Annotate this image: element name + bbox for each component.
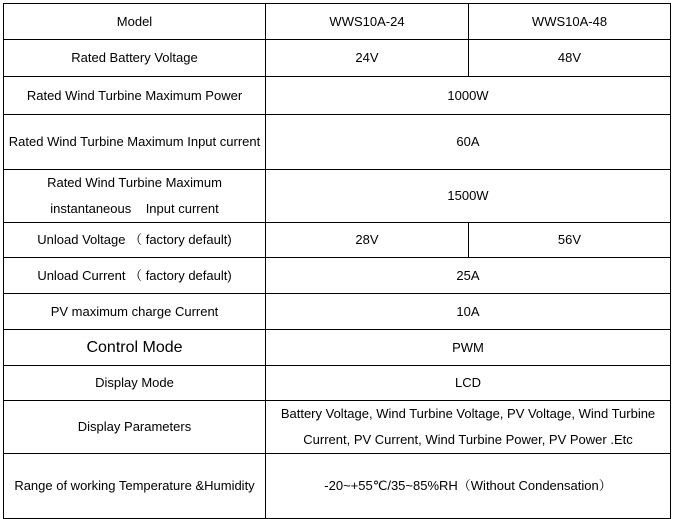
table-row-max-power [4, 77, 671, 115]
unload-current-label: Unload Current （ factory default) [4, 258, 266, 294]
table-row-unload-voltage [4, 223, 671, 258]
unload-voltage-24: 28V [266, 223, 469, 258]
pv-charge-current-label: PV maximum charge Current [4, 294, 266, 330]
temperature-humidity-value: -20~+55℃/35~85%RH（Without Condensation） [266, 454, 671, 519]
display-mode-label: Display Mode [4, 366, 266, 401]
control-mode-label: Control Mode [4, 330, 266, 366]
table-row-display-parameters [4, 401, 671, 454]
table-row-control-mode [4, 330, 671, 366]
table-row-max-input-current [4, 115, 671, 170]
display-mode-value: LCD [266, 366, 671, 401]
max-power-value: 1000W [266, 77, 671, 115]
table-row-temperature-humidity [4, 454, 671, 519]
unload-voltage-label: Unload Voltage （ factory default) [4, 223, 266, 258]
model-24-header: WWS10A-24 [266, 4, 469, 40]
temperature-humidity-label: Range of working Temperature &Humidity [4, 454, 266, 519]
rated-battery-voltage-label: Rated Battery Voltage [4, 40, 266, 77]
table-row-display-mode [4, 366, 671, 401]
rated-battery-voltage-48: 48V [469, 40, 671, 77]
pv-charge-current-value: 10A [266, 294, 671, 330]
table-row-instantaneous-current [4, 170, 671, 223]
display-parameters-value: Battery Voltage, Wind Turbine Voltage, PV Voltage, Wind Turbine Current, PV Current, Wind Turbine Power, PV Power .Etc [266, 401, 671, 454]
table-row-unload-current [4, 258, 671, 294]
instantaneous-current-value: 1500W [266, 170, 671, 223]
table-row-rated-battery-voltage [4, 40, 671, 77]
unload-current-value: 25A [266, 258, 671, 294]
rated-battery-voltage-24: 24V [266, 40, 469, 77]
model-label: Model [4, 4, 266, 40]
model-48-header: WWS10A-48 [469, 4, 671, 40]
control-mode-value: PWM [266, 330, 671, 366]
max-power-label: Rated Wind Turbine Maximum Power [4, 77, 266, 115]
display-parameters-label: Display Parameters [4, 401, 266, 454]
unload-voltage-48: 56V [469, 223, 671, 258]
max-input-current-label: Rated Wind Turbine Maximum Input current [4, 115, 266, 170]
specification-table [3, 3, 671, 519]
table-row-pv-charge-current [4, 294, 671, 330]
table-row-model [4, 4, 671, 40]
instantaneous-current-label: Rated Wind Turbine Maximum instantaneous Input current [4, 170, 266, 223]
max-input-current-value: 60A [266, 115, 671, 170]
